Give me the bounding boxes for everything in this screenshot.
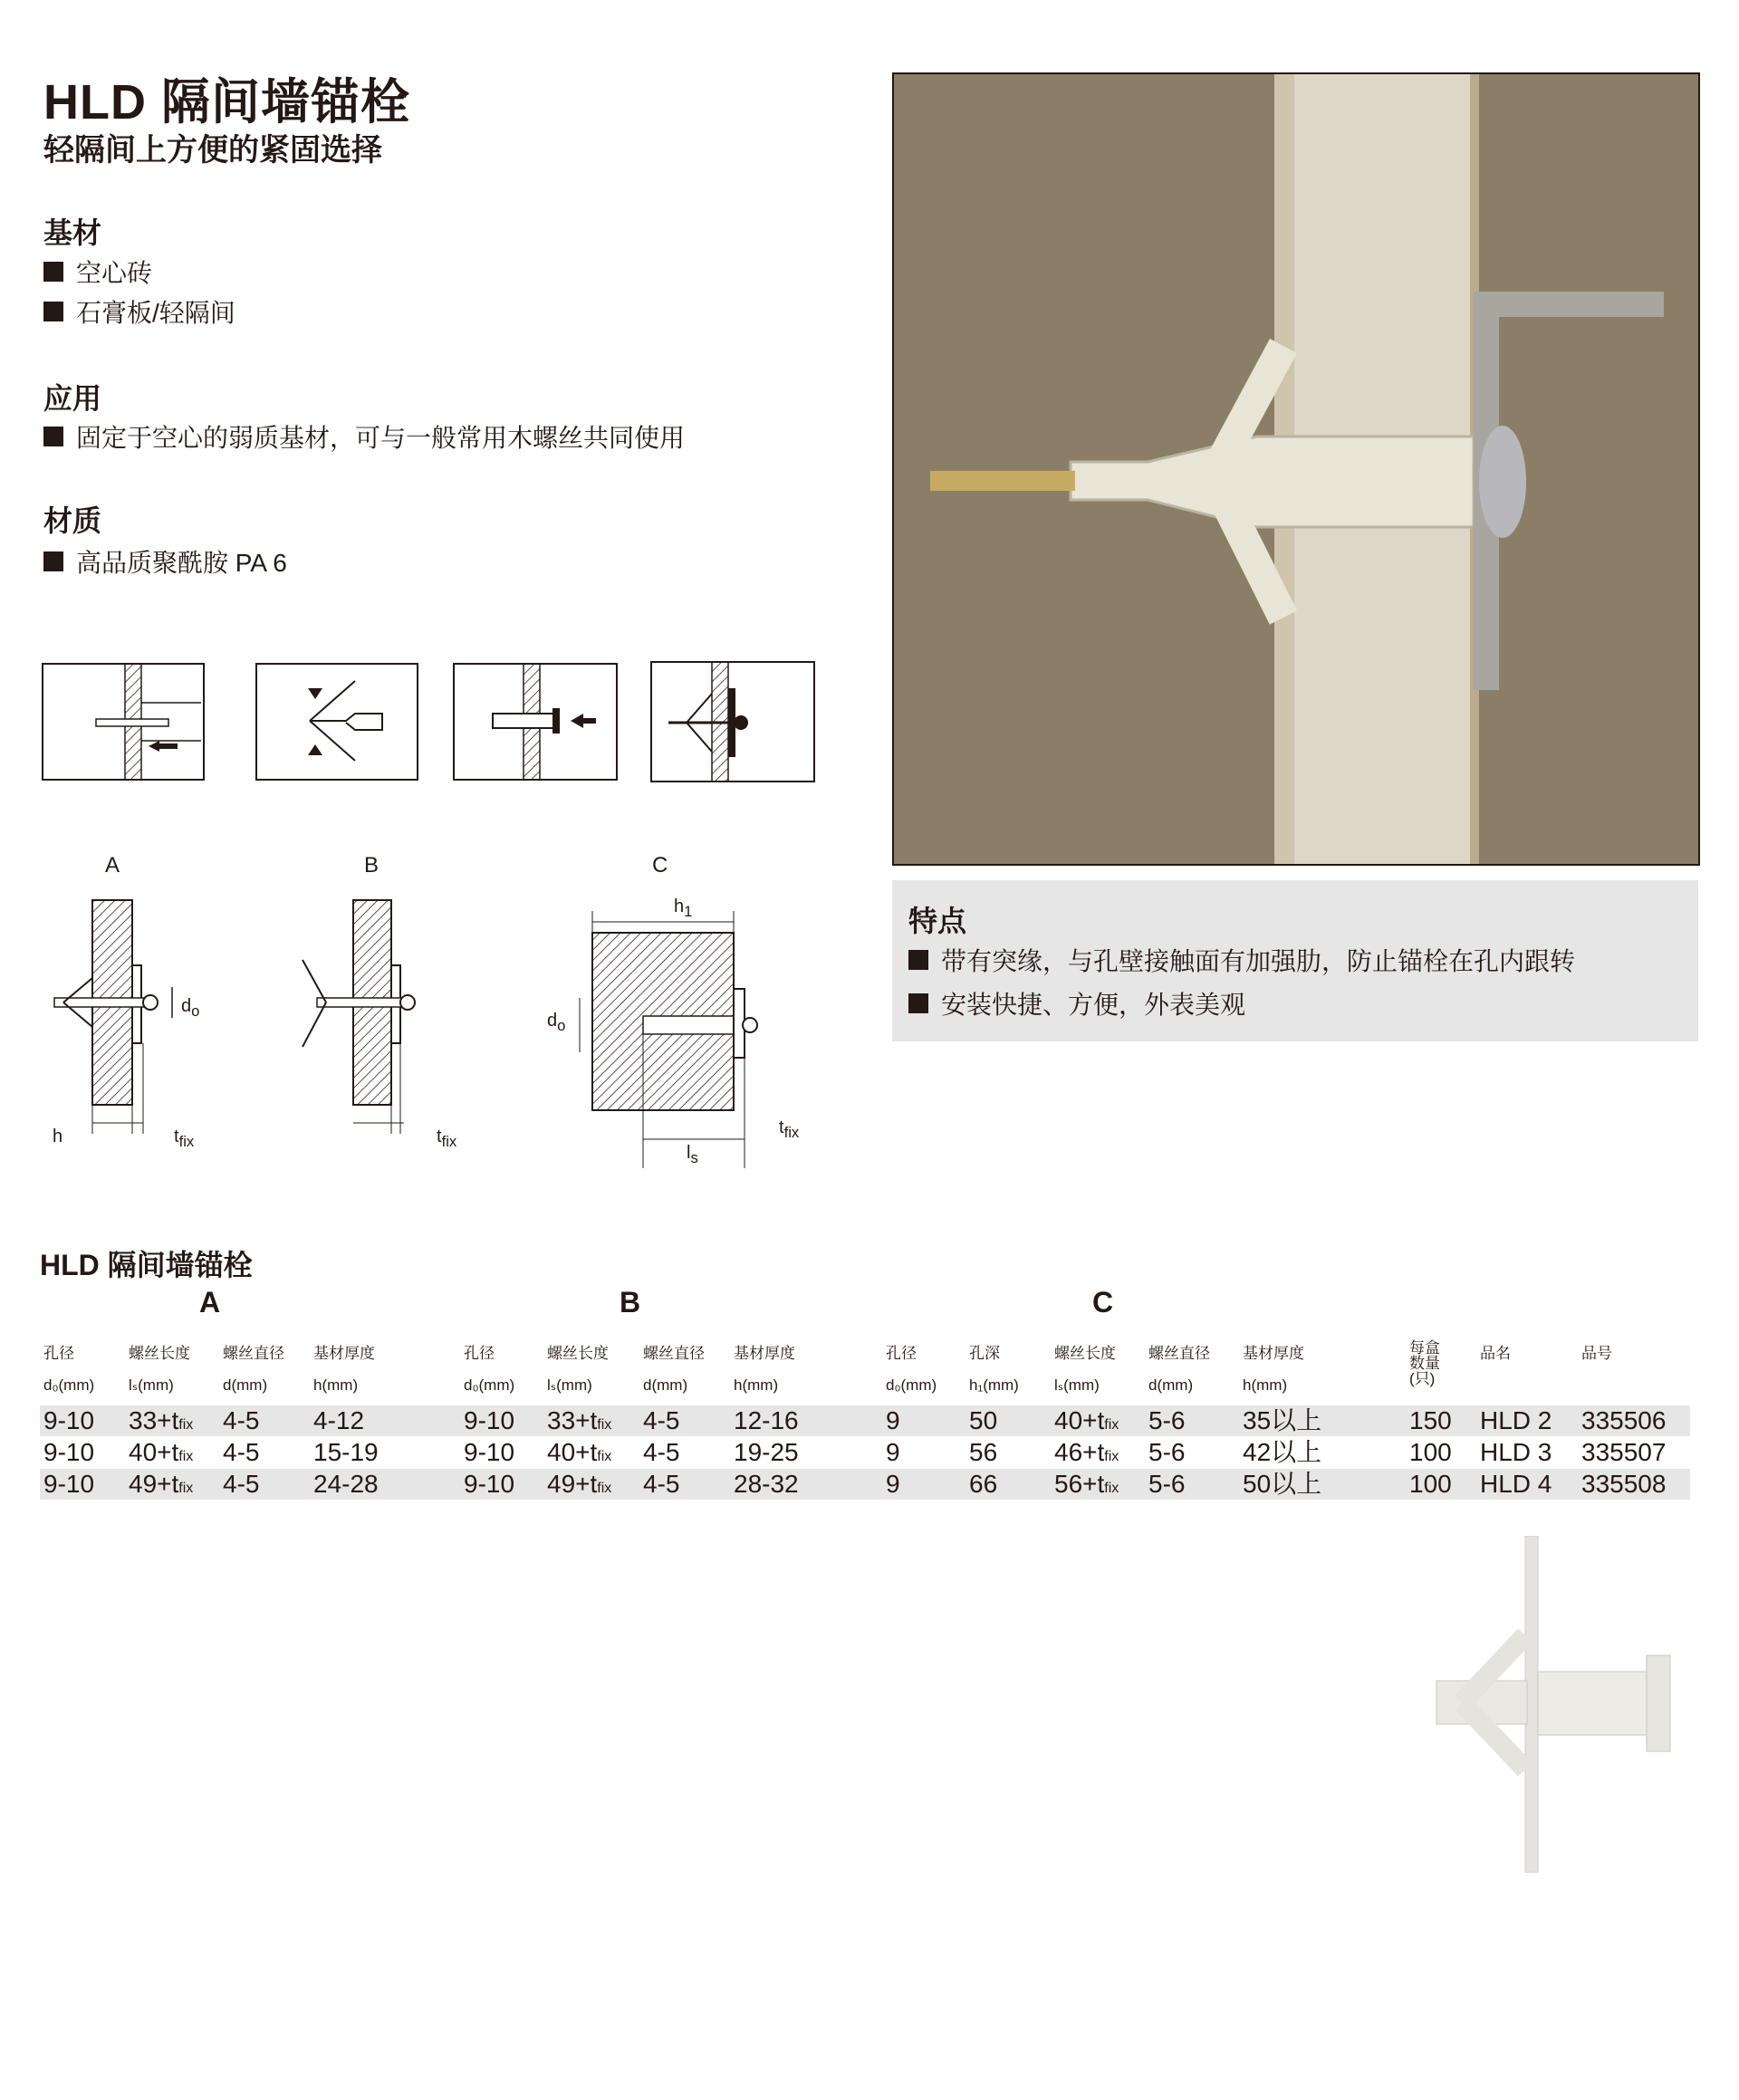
list-item: 石膏板/轻隔间	[43, 293, 235, 330]
table-cell-name: HLD 2	[1480, 1406, 1552, 1434]
page-subtitle: 轻隔间上方便的紧固选择	[43, 133, 382, 168]
table-title: HLD 隔间墙锚栓	[40, 1249, 253, 1281]
dim-label-tfix-c: $t_{fix}$	[779, 1117, 800, 1141]
column-unit-c-4: h(mm)	[1243, 1376, 1288, 1394]
column-header-b-3: 基材厚度	[734, 1345, 795, 1362]
table-cell-c-ls: 56+tfix	[1054, 1470, 1119, 1498]
bullet-square-icon	[908, 993, 928, 1013]
column-header-c-0: 孔径	[886, 1345, 917, 1362]
column-unit-c-2: lₛ(mm)	[1054, 1376, 1100, 1394]
section-heading-substrate: 基材	[43, 216, 102, 249]
table-cell-c-h1: 56	[969, 1438, 998, 1466]
table-cell-a-ls: 33+tfix	[129, 1406, 194, 1434]
table-cell-c-h: 50以上	[1243, 1470, 1322, 1498]
column-header-b-0: 孔径	[464, 1345, 495, 1362]
table-cell-b-h: 19-25	[734, 1438, 799, 1466]
column-unit-c-3: d(mm)	[1148, 1376, 1194, 1394]
list-item: 带有突缘，与孔壁接触面有加强肋，防止锚栓在孔内跟转	[908, 942, 1575, 978]
table-cell-b-d0: 9-10	[464, 1470, 515, 1498]
table-cell-b-d: 4-5	[643, 1406, 680, 1434]
column-header-box-qty: 每盒数量(只)	[1409, 1339, 1440, 1387]
section-heading-application: 应用	[43, 382, 102, 415]
bullet-square-icon	[43, 302, 63, 321]
diagram-label-a: A	[105, 853, 120, 877]
table-cell-b-h: 28-32	[734, 1470, 799, 1498]
install-step-3-insert-diagram	[453, 663, 618, 781]
table-group-c: C	[1092, 1286, 1114, 1318]
bullet-square-icon	[43, 262, 63, 282]
column-header-c-4: 基材厚度	[1243, 1345, 1304, 1362]
technical-drawing-b	[299, 897, 480, 1159]
section-heading-material: 材质	[43, 504, 102, 537]
table-cell-c-ls: 46+tfix	[1054, 1438, 1119, 1466]
column-header-name: 品名	[1480, 1345, 1511, 1362]
column-unit-a-0: d₀(mm)	[43, 1376, 95, 1394]
anchor-in-wall-illustration	[894, 74, 1698, 864]
column-unit-b-3: h(mm)	[734, 1376, 779, 1394]
table-cell-c-d: 5-6	[1148, 1438, 1186, 1466]
list-item: 高品质聚酰胺 PA 6	[43, 543, 287, 580]
dim-label-d0-a: $d_o$	[181, 996, 200, 1020]
table-row	[40, 1405, 1690, 1436]
column-header-c-1: 孔深	[969, 1345, 1000, 1362]
technical-drawing-a	[36, 897, 245, 1159]
features-heading: 特点	[908, 905, 967, 937]
list-item: 空心砖	[43, 254, 152, 290]
install-step-1-drill-diagram	[42, 663, 205, 781]
diagram-label-c: C	[652, 853, 668, 877]
table-cell-b-ls: 33+tfix	[547, 1406, 612, 1434]
table-cell-a-ls: 49+tfix	[129, 1470, 194, 1498]
table-cell-a-d: 4-5	[223, 1406, 260, 1434]
column-unit-b-2: d(mm)	[643, 1376, 688, 1394]
column-unit-a-2: d(mm)	[223, 1376, 268, 1394]
table-row	[40, 1437, 1690, 1468]
column-unit-c-1: h₁(mm)	[969, 1376, 1019, 1394]
table-cell-name: HLD 3	[1480, 1438, 1552, 1466]
bullet-square-icon	[43, 427, 63, 446]
table-cell-code: 335508	[1581, 1470, 1667, 1498]
column-header-code: 品号	[1581, 1345, 1612, 1362]
table-cell-b-d0: 9-10	[464, 1438, 515, 1466]
table-cell-c-h1: 66	[969, 1470, 998, 1498]
diagram-label-b: B	[364, 853, 380, 877]
column-header-a-0: 孔径	[43, 1345, 74, 1362]
table-cell-a-d0: 9-10	[43, 1470, 95, 1498]
table-cell-name: HLD 4	[1480, 1470, 1552, 1498]
table-cell-box: 100	[1409, 1438, 1452, 1466]
column-header-a-3: 基材厚度	[313, 1345, 375, 1362]
list-item: 固定于空心的弱质基材，可与一般常用木螺丝共同使用	[43, 418, 685, 455]
product-installation-photo	[892, 72, 1700, 866]
column-header-b-1: 螺丝长度	[547, 1345, 609, 1362]
table-cell-a-h: 24-28	[313, 1470, 379, 1498]
column-unit-c-0: d₀(mm)	[886, 1376, 937, 1394]
table-cell-c-ls: 40+tfix	[1054, 1406, 1119, 1434]
bullet-square-icon	[43, 551, 63, 571]
column-header-a-1: 螺丝长度	[129, 1345, 190, 1362]
table-group-b: B	[620, 1286, 641, 1318]
table-cell-b-ls: 40+tfix	[547, 1438, 612, 1466]
table-cell-c-d0: 9	[886, 1438, 900, 1466]
dim-label-tfix-a: $t_{fix}$	[174, 1127, 195, 1150]
column-header-a-2: 螺丝直径	[223, 1345, 284, 1362]
column-unit-b-1: lₛ(mm)	[547, 1376, 592, 1394]
column-header-c-2: 螺丝长度	[1054, 1345, 1116, 1362]
table-cell-c-h1: 50	[969, 1406, 998, 1434]
table-cell-code: 335506	[1581, 1406, 1667, 1434]
table-cell-box: 150	[1409, 1406, 1452, 1434]
table-cell-a-d0: 9-10	[43, 1438, 95, 1466]
table-cell-a-d: 4-5	[223, 1438, 260, 1466]
page-title: HLD 隔间墙锚栓	[43, 75, 410, 129]
bullet-square-icon	[908, 950, 928, 970]
list-item: 安装快捷、方便，外表美观	[908, 985, 1245, 1021]
table-cell-b-h: 12-16	[734, 1406, 799, 1434]
table-cell-c-d: 5-6	[1148, 1470, 1186, 1498]
table-cell-box: 100	[1409, 1470, 1452, 1498]
table-group-a: A	[199, 1286, 221, 1318]
table-cell-c-h: 42以上	[1243, 1438, 1322, 1466]
dim-label-h1: $h_1$	[674, 897, 693, 920]
install-step-2-fold-diagram	[255, 663, 418, 781]
product-closeup-image	[1426, 1536, 1697, 1873]
table-cell-a-ls: 40+tfix	[129, 1438, 194, 1466]
table-cell-c-d0: 9	[886, 1470, 900, 1498]
dim-label-tfix-b: $t_{fix}$	[437, 1127, 457, 1150]
table-cell-a-h: 4-12	[313, 1406, 365, 1434]
table-cell-c-d0: 9	[886, 1406, 900, 1434]
column-unit-a-1: lₛ(mm)	[129, 1376, 174, 1394]
technical-drawing-c	[543, 897, 806, 1168]
table-cell-b-ls: 49+tfix	[547, 1470, 612, 1498]
table-cell-code: 335507	[1581, 1438, 1667, 1466]
column-header-c-3: 螺丝直径	[1148, 1345, 1210, 1362]
table-cell-a-h: 15-19	[313, 1438, 379, 1466]
table-cell-a-d0: 9-10	[43, 1406, 95, 1434]
table-cell-c-d: 5-6	[1148, 1406, 1186, 1434]
features-panel	[892, 880, 1698, 1041]
table-cell-b-d: 4-5	[643, 1470, 680, 1498]
dim-label-h: h	[53, 1127, 63, 1146]
dim-label-ls: $l_s$	[687, 1143, 698, 1166]
column-unit-b-0: d₀(mm)	[464, 1376, 515, 1394]
column-header-b-2: 螺丝直径	[643, 1345, 705, 1362]
column-unit-a-3: h(mm)	[313, 1376, 359, 1394]
table-cell-a-d: 4-5	[223, 1470, 260, 1498]
table-cell-c-h: 35以上	[1243, 1406, 1322, 1434]
dim-label-d0-c: $d_o$	[547, 1011, 566, 1034]
table-row	[40, 1469, 1690, 1500]
table-cell-b-d0: 9-10	[464, 1406, 515, 1434]
install-step-4-screw-diagram	[650, 661, 815, 782]
table-cell-b-d: 4-5	[643, 1438, 680, 1466]
